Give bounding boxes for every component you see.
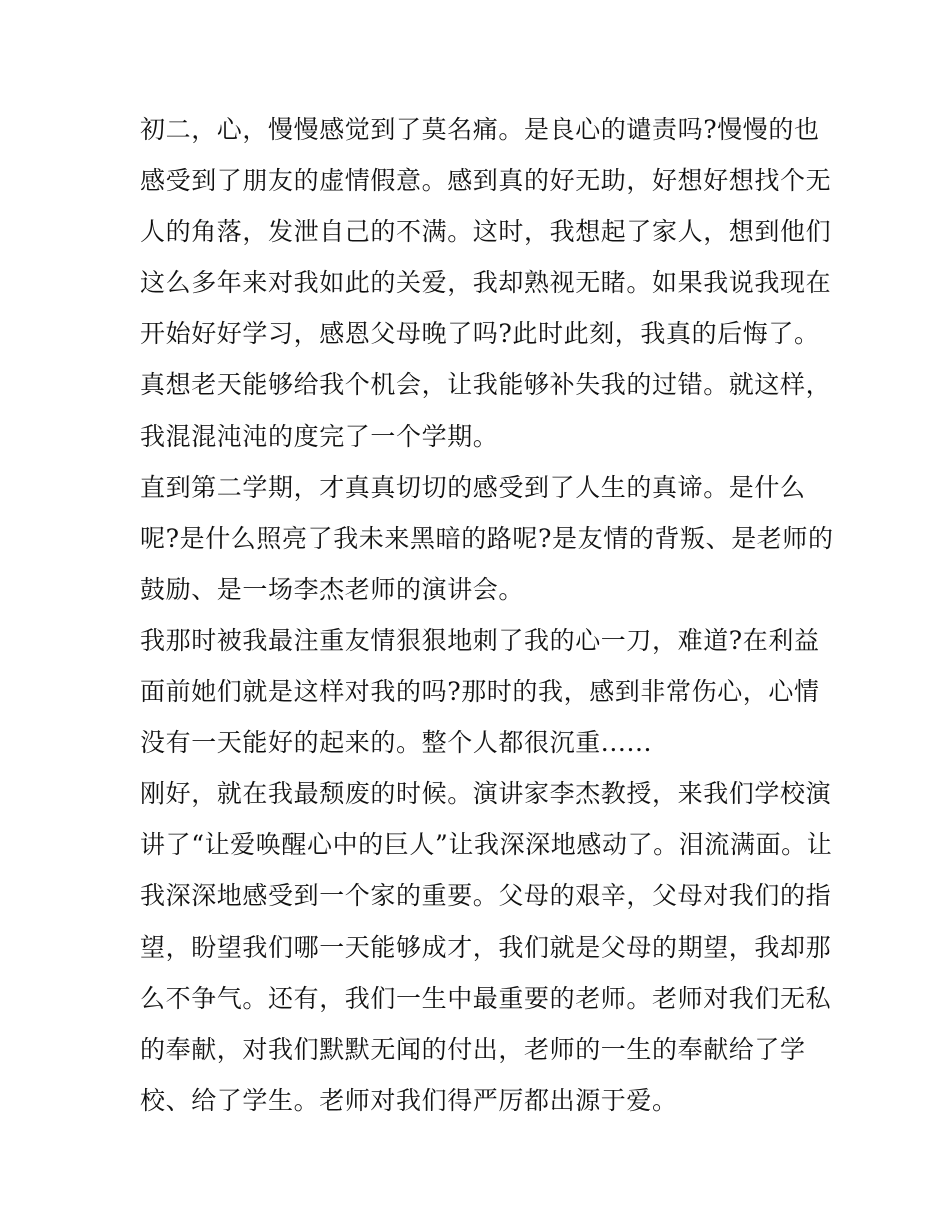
document-body — [140, 104, 834, 1126]
text-line: 我混混沌沌的度完了一个学期。 — [140, 421, 499, 451]
text-line: 我那时被我最注重友情狠狠地刺了我的心一刀，难道?在利益 — [140, 625, 820, 655]
text-line: 真想老天能够给我个机会，让我能够补失我的过错。就这样， — [140, 370, 832, 400]
text-line: 校、给了学生。老师对我们得严厉都出源于爱。 — [140, 1085, 678, 1115]
text-line: 面前她们就是这样对我的吗?那时的我，感到非常伤心，心情 — [140, 677, 820, 707]
text-line: 我深深地感受到一个家的重要。父母的艰辛，父母对我们的指 — [140, 881, 832, 911]
text-line: 讲了“让爱唤醒心中的巨人”让我深深地感动了。泪流满面。让 — [140, 830, 833, 860]
text-line: 望，盼望我们哪一天能够成才，我们就是父母的期望，我却那 — [140, 932, 832, 962]
text-line: 感受到了朋友的虚情假意。感到真的好无助，好想好想找个无 — [140, 166, 832, 196]
text-line: 开始好好学习，感恩父母晚了吗?此时此刻，我真的后悔了。 — [140, 319, 820, 349]
text-line: 人的角落，发泄自己的不满。这时，我想起了家人，想到他们 — [140, 217, 832, 247]
text-line: 刚好，就在我最颓废的时候。演讲家李杰教授，来我们学校演 — [140, 779, 832, 809]
text-line: 没有一天能好的起来的。整个人都很沉重...... — [140, 728, 653, 758]
text-line: 鼓励、是一场李杰老师的演讲会。 — [140, 574, 525, 604]
text-line: 呢?是什么照亮了我未来黑暗的路呢?是友情的背叛、是老师的 — [140, 523, 834, 553]
text-line: 初二，心，慢慢感觉到了莫名痛。是良心的谴责吗?慢慢的也 — [140, 115, 820, 144]
text-line: 这么多年来对我如此的关爱，我却熟视无睹。如果我说我现在 — [140, 268, 832, 298]
text-line: 直到第二学期，才真真切切的感受到了人生的真谛。是什么 — [140, 472, 806, 502]
text-line: 么不争气。还有，我们一生中最重要的老师。老师对我们无私 — [140, 983, 832, 1013]
text-line: 的奉献，对我们默默无闻的付出，老师的一生的奉献给了学 — [140, 1034, 806, 1064]
